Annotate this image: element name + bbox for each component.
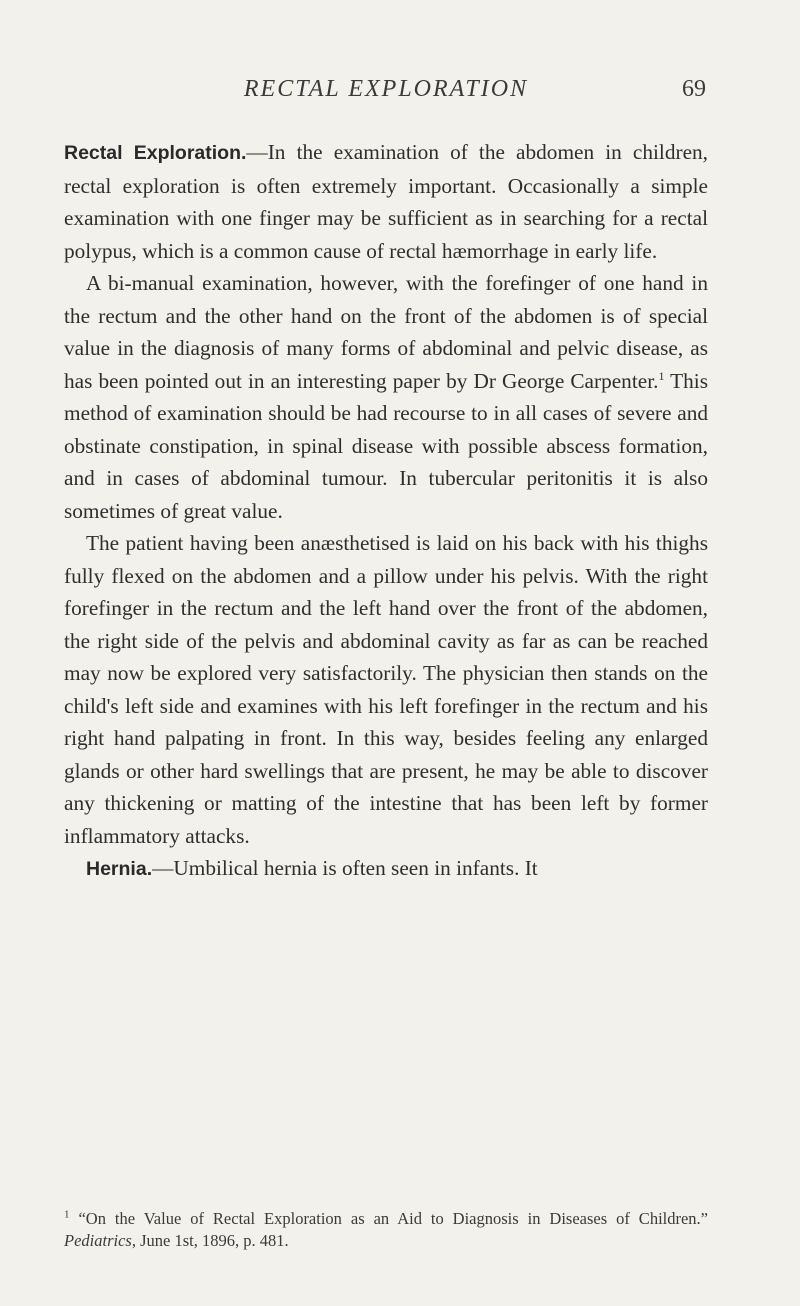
footnote [64,1208,708,1252]
footnote-citation: , June 1st, 1896, p. 481. [131,1231,289,1250]
paragraph-bimanual-examination [64,267,708,527]
paragraph-text: —In the examination of the abdomen in children, rectal exploration is often extremely important. Occasionally a simple examination with one finger may be sufficient as in searching for a rectal polypus, which is a common cause of rectal hæmorrhage in early life. [64,140,708,263]
running-head [64,76,708,106]
paragraph-procedure [64,527,708,852]
paragraph-rectal-exploration [64,136,708,267]
footnote-journal: Pediatrics [64,1231,132,1250]
footnote-text: “On the Value of Rectal Exploration as an Aid to Diagnosis in Diseases of Children.” [69,1209,708,1228]
paragraph-hernia [64,852,708,886]
body-text [64,136,708,886]
page-number: 69 [682,76,706,102]
section-heading-rectal-exploration: Rectal Exploration. [64,142,247,164]
paragraph-text: This method of examination should be had recourse to in all cases of severe and obstinate constipation, in spinal disease with possible abscess formation, and in cases of abdominal tumour. In tubercular peritonitis it is also sometimes of great value. [64,368,708,523]
running-title: RECTAL EXPLORATION [243,76,529,102]
section-heading-hernia: Hernia. [86,858,153,880]
paragraph-text: —Umbilical hernia is often seen in infants. It [152,856,538,880]
paragraph-text: The patient having been anæsthetised is laid on his back with his thighs fully flexed on the abdomen and a pillow under his pelvis. With the right forefinger in the rectum and the left hand over the front of the abdomen, the right side of the pelvis and abdominal cavity as far as can be reached may now be explored very satisfactorily. The physician then stands on the child's left side and examines with his left forefinger in the rectum and his right hand palpating in front. In this way, besides feeling any enlarged glands or other hard swellings that are present, he may be able to discover any thickening or matting of the intestine that has been left by former inflammatory attacks. [64,531,708,848]
footnote-mark: 1 [64,1208,70,1221]
paragraph-text: A bi-manual examination, however, with the forefinger of one hand in the rectum and the other hand on the front of the abdomen is of special value in the diagnosis of many forms of abdominal and pelvic disease, as has been pointed out in an interesting paper by Dr George Carpenter. [64,271,708,393]
footnote-reference: 1 [658,368,665,383]
